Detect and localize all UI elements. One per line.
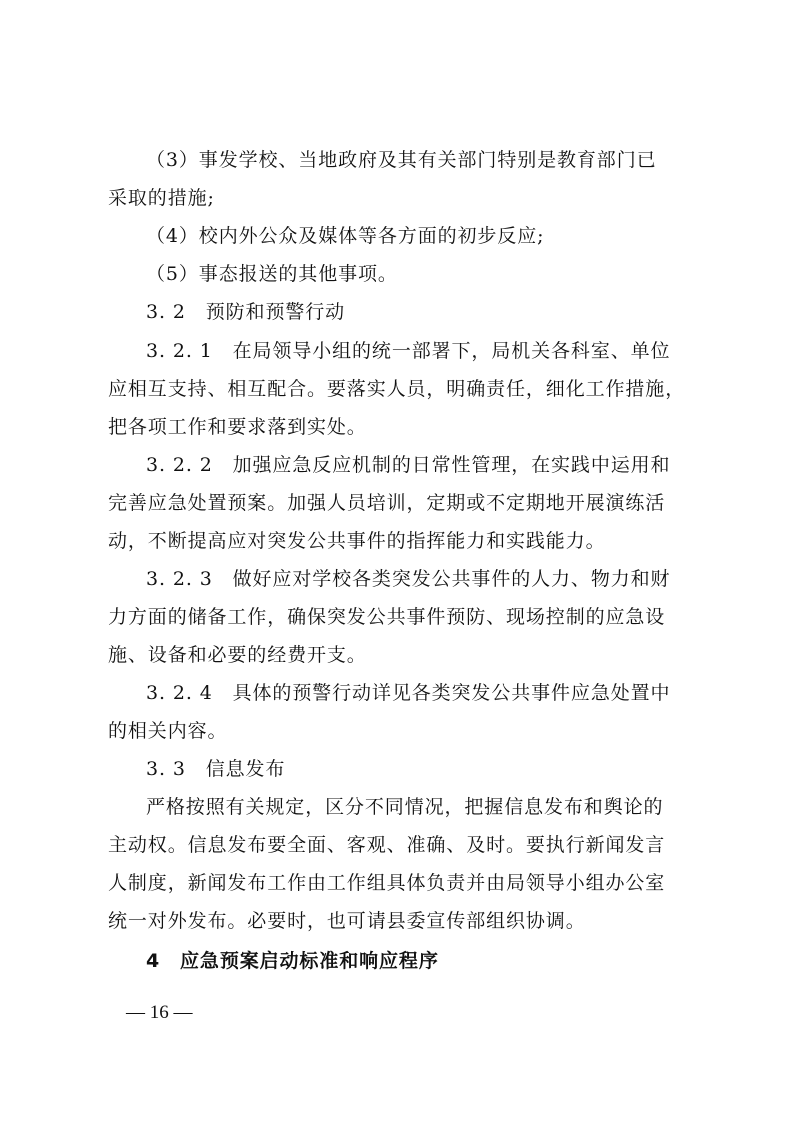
text-line: （4）校内外公众及媒体等各方面的初步反应; [146,225,545,247]
text-line: 严格按照有关规定，区分不同情况，把握信息发布和舆论的 [146,796,664,818]
page-number: — 16 — [126,1002,193,1023]
text-line: 力方面的储备工作，确保突发公共事件预防、现场控制的应急设 [108,606,666,628]
text-line: 3. 2. 1 在局领导小组的统一部署下，局机关各科室、单位 [146,340,671,362]
section-heading-4: 4 应急预案启动标准和响应程序 [146,950,439,972]
section-heading-3-2: 3. 2 预防和预警行动 [146,301,346,323]
text-line: 采取的措施; [108,187,215,209]
text-line: 的相关内容。 [108,720,228,742]
text-line: 把各项工作和要求落到实处。 [108,416,367,438]
text-line: （5）事态报送的其他事项。 [146,263,398,285]
text-line: 动，不断提高应对突发公共事件的指挥能力和实践能力。 [108,530,606,552]
text-line: 3. 2. 3 做好应对学校各类突发公共事件的人力、物力和财 [146,568,671,590]
text-line: （3）事发学校、当地政府及其有关部门特别是教育部门已 [146,149,657,171]
text-line: 人制度，新闻发布工作由工作组具体负责并由局领导小组办公室 [108,872,666,894]
text-line: 完善应急处置预案。加强人员培训，定期或不定期地开展演练活 [108,492,666,514]
text-line: 3. 2. 2 加强应急反应机制的日常性管理，在实践中运用和 [146,454,671,476]
text-line: 施、设备和必要的经费开支。 [108,644,367,666]
text-line: 统一对外发布。必要时，也可请县委宣传部组织协调。 [108,910,586,932]
text-line: 应相互支持、相互配合。要落实人员，明确责任，细化工作措施， [108,378,686,400]
text-line: 主动权。信息发布要全面、客观、准确、及时。要执行新闻发言 [108,834,666,856]
section-heading-3-3: 3. 3 信息发布 [146,758,286,780]
text-line: 3. 2. 4 具体的预警行动详见各类突发公共事件应急处置中 [146,682,671,704]
